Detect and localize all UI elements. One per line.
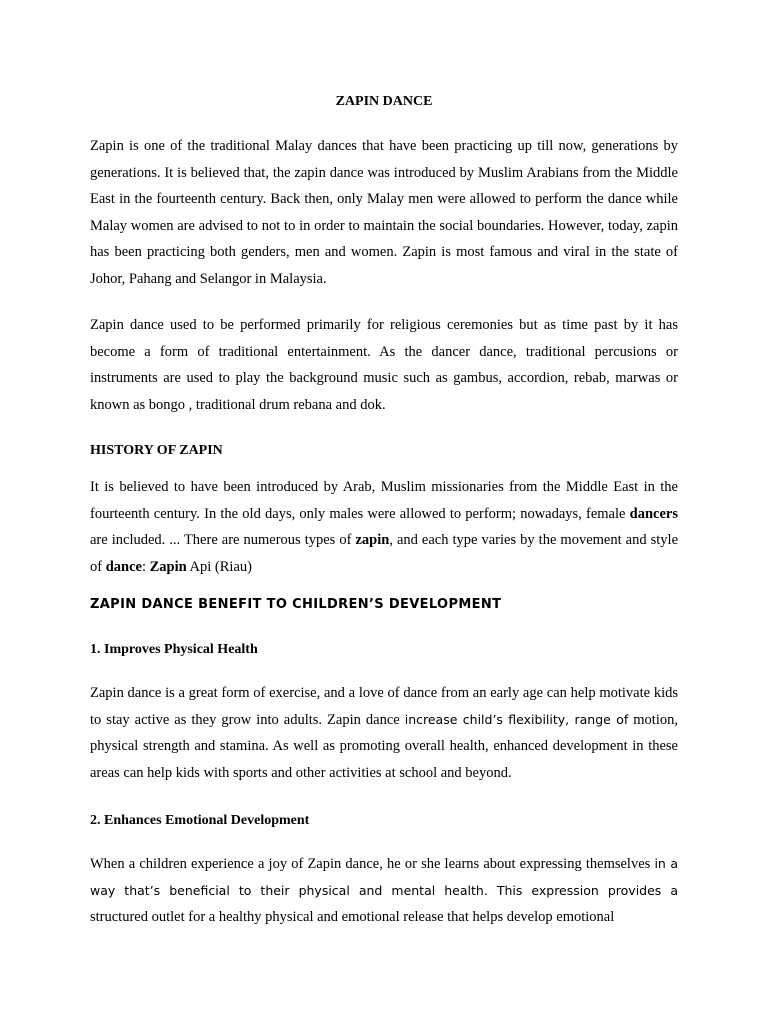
history-text-5: Api (Riau) [186, 558, 252, 575]
history-text-3: , and each type varies by the movement and style of [90, 532, 678, 575]
history-text-1: It is believed to have been introduced by Arab, Muslim missionaries from the Middle East in the fourteenth century. In the old days, only males were allowed to perform; nowadays, female [90, 479, 678, 522]
benefit-2-text-2: structured outlet for a healthy physical and emotional release that helps develop emotional [90, 909, 615, 926]
history-paragraph [90, 474, 678, 580]
history-heading: HISTORY OF ZAPIN [90, 443, 223, 458]
history-bold-dance: dance [105, 558, 142, 575]
intro-paragraph-1: Zapin is one of the traditional Malay dances that have been practicing up till now, generations by generations. It is believed that, the zapin dance was introduced by Muslim Arabians from the Middle East in the fourteenth century. Back then, only Malay men were allowed to perform the dance while Malay women are advised to not to in order to maintain the social boundaries. However, today, zapin has been practicing both genders, men and women. Zapin is most famous and viral in the state of Johor, Pahang and Selangor in Malaysia. [90, 138, 678, 287]
benefit-2-heading: 2. Enhances Emotional Development [90, 813, 310, 828]
history-bold-zapin-2: Zapin [149, 558, 187, 575]
benefit-1-text-2: motion, physical strength and stamina. As well as promoting overall health, enhanced development in these areas can help kids with sports and other activities at school and beyond. [90, 711, 678, 781]
benefit-2-paragraph [90, 851, 678, 931]
benefit-1-text-1: Zapin dance is a great form of exercise, and a love of dance from an early age can help motivate kids to stay active as they grow into adults. Zapin dance [90, 685, 678, 728]
benefits-heading: ZAPIN DANCE BENEFIT TO CHILDREN’S DEVELOPMENT [90, 597, 502, 612]
intro-paragraph-2: Zapin dance used to be performed primarily for religious ceremonies but as time past by it has become a form of traditional entertainment. As the dancer dance, traditional percusions or instruments are used to play the background music such as gambus, accordion, rebab, marwas or known as bongo , traditional drum rebana and dok. [90, 317, 678, 413]
history-bold-dancers: dancers [629, 505, 678, 522]
history-text-2: are included. ... There are numerous types of [90, 532, 356, 549]
benefit-1-paragraph [90, 680, 678, 786]
benefit-2-text-1: When a children experience a joy of Zapin dance, he or she learns about expressing themselves [90, 856, 655, 872]
benefit-2-sans-text: in a way that’s beneficial to their physical and mental health. This expression provides a [90, 856, 678, 898]
history-text-4: : [141, 558, 150, 575]
benefit-1-sans-text: increase child’s flexibility, range of [404, 711, 629, 727]
history-bold-zapin: zapin [355, 532, 390, 549]
benefit-1-heading: 1. Improves Physical Health [90, 642, 258, 657]
page-title: ZAPIN DANCE [335, 94, 433, 109]
